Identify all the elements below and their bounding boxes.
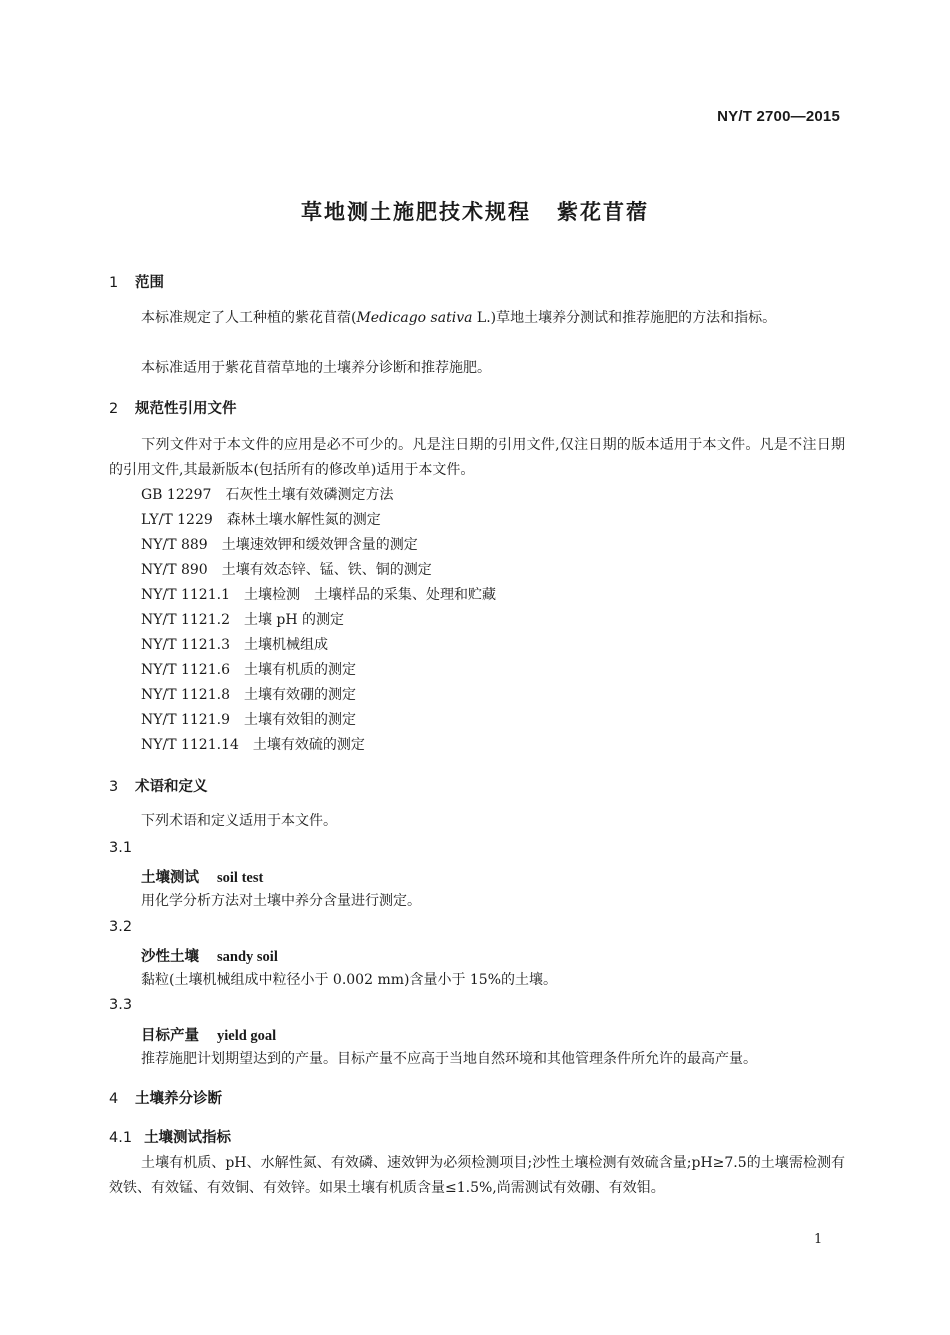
term-number: 3.2	[109, 919, 133, 935]
subsection-number: 4.1	[109, 1130, 133, 1146]
ref-title: 土壤有效硫的测定	[252, 737, 365, 753]
section-4-paragraph	[109, 1151, 845, 1201]
title-part2: 紫花苜蓿	[557, 200, 649, 224]
ref-title: 土壤机械组成	[243, 637, 328, 653]
reference-item	[141, 733, 365, 758]
ref-code: NY/T 1121.14	[141, 737, 239, 753]
term-definition: 推荐施肥计划期望达到的产量。目标产量不应高于当地自然环境和其他管理条件所允许的最高产量。	[141, 1051, 757, 1067]
section-1-paragraph-1	[109, 306, 845, 331]
ref-title: 森林土壤水解性氮的测定	[226, 512, 381, 528]
ref-title: 土壤有效硼的测定	[243, 687, 356, 703]
ref-title: 土壤有机质的测定	[243, 662, 356, 678]
ref-code: NY/T 1121.1	[141, 587, 230, 603]
reference-item	[141, 558, 432, 583]
intro-text: 下列术语和定义适用于本文件。	[141, 813, 337, 829]
ref-title: 土壤检测 土壤样品的采集、处理和贮藏	[243, 587, 496, 603]
reference-item	[141, 483, 393, 508]
term-heading	[141, 945, 278, 966]
term-heading	[141, 1024, 276, 1045]
ref-code: NY/T 890	[141, 562, 208, 578]
reference-item	[141, 508, 381, 533]
ref-code: NY/T 1121.9	[141, 712, 230, 728]
term-en: yield goal	[217, 1028, 277, 1044]
term-heading	[141, 866, 263, 887]
term-cn: 目标产量	[141, 1028, 199, 1044]
term-number: 3.1	[109, 840, 133, 856]
section-number: 4	[109, 1091, 119, 1107]
ref-code: NY/T 889	[141, 537, 208, 553]
ref-title: 土壤速效钾和缓效钾含量的测定	[221, 537, 418, 553]
p1-text-post: L.)草地土壤养分测试和推荐施肥的方法和指标。	[472, 310, 777, 326]
ref-title: 土壤有效态锌、锰、铁、铜的测定	[221, 562, 432, 578]
reference-item	[141, 658, 356, 683]
latin-name: Medicago sativa	[356, 310, 473, 326]
ref-title: 石灰性土壤有效磷测定方法	[225, 487, 394, 503]
term-definition: 黏粒(土壤机械组成中粒径小于 0.002 mm)含量小于 15%的土壤。	[141, 972, 558, 988]
ref-title: 土壤有效钼的测定	[243, 712, 356, 728]
title-part1: 草地测土施肥技术规程	[301, 200, 531, 224]
section-title: 术语和定义	[135, 779, 208, 795]
subsection-title: 土壤测试指标	[144, 1130, 232, 1146]
page-number: 1	[814, 1232, 823, 1247]
ref-code: GB 12297	[141, 487, 212, 503]
section-4-heading	[109, 1087, 222, 1108]
section-3-heading	[109, 775, 208, 796]
document-title	[0, 196, 950, 226]
term-definition: 用化学分析方法对土壤中养分含量进行测定。	[141, 893, 421, 909]
section-2-heading	[109, 397, 237, 418]
intro-text: 下列文件对于本文件的应用是必不可少的。凡是注日期的引用文件,仅注日期的版本适用于本文件。凡是不注日期的引用文件,其最新版本(包括所有的修改单)适用于本文件。	[109, 437, 845, 478]
p1-text-pre: 本标准规定了人工种植的紫花苜蓿(	[141, 310, 357, 326]
reference-item	[141, 633, 328, 658]
term-cn: 沙性土壤	[141, 949, 199, 965]
term-en: soil test	[217, 870, 264, 886]
reference-item	[141, 583, 496, 608]
section-1-heading	[109, 271, 164, 292]
section-1-paragraph-2	[109, 356, 845, 381]
section-3-intro	[109, 809, 845, 834]
section-title: 范围	[135, 275, 164, 291]
term-number: 3.3	[109, 997, 133, 1013]
ref-title: 土壤 pH 的测定	[243, 612, 345, 628]
section-title: 土壤养分诊断	[135, 1091, 222, 1107]
ref-code: NY/T 1121.2	[141, 612, 230, 628]
section-number: 3	[109, 779, 119, 795]
subsection-4-1-heading	[109, 1126, 231, 1147]
section-number: 2	[109, 401, 119, 417]
p2-text: 本标准适用于紫花苜蓿草地的土壤养分诊断和推荐施肥。	[141, 360, 491, 376]
ref-code: NY/T 1121.8	[141, 687, 230, 703]
ref-code: NY/T 1121.6	[141, 662, 230, 678]
ref-code: LY/T 1229	[141, 512, 213, 528]
ref-code: NY/T 1121.3	[141, 637, 230, 653]
standard-number: NY/T 2700—2015	[717, 108, 840, 125]
reference-item	[141, 708, 356, 733]
reference-item	[141, 683, 356, 708]
term-en: sandy soil	[217, 949, 278, 965]
section-number: 1	[109, 275, 119, 291]
reference-item	[141, 608, 344, 633]
section-title: 规范性引用文件	[135, 401, 237, 417]
term-cn: 土壤测试	[141, 870, 199, 886]
reference-item	[141, 533, 418, 558]
para-text: 土壤有机质、pH、水解性氮、有效磷、速效钾为必须检测项目;沙性土壤检测有效硫含量;pH≥7.5的土壤需检测有效铁、有效锰、有效铜、有效锌。如果土壤有机质含量≤1.5%,尚需测试有效硼、有效钼。	[109, 1155, 845, 1196]
section-2-intro	[109, 433, 845, 483]
